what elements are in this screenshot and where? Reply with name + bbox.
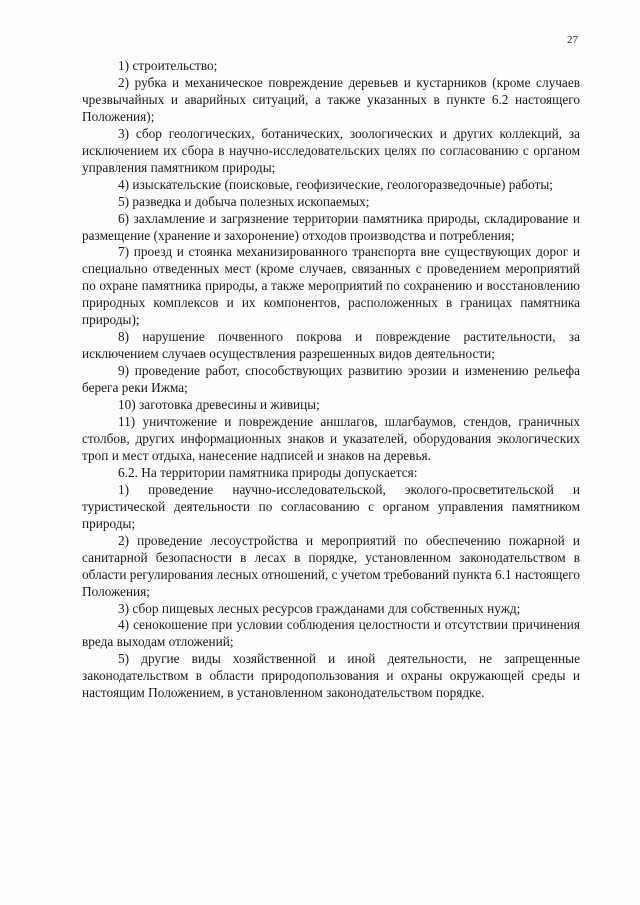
allowed-item-2-forestry: 2) проведение лесоустройства и мероприятий по обеспечению пожарной и санитарной безопасности в лесах в порядке, установленном законодательством в области регулирования лесных отношений, с учетом требований пункта 6.1 настоящего Положения; xyxy=(82,532,580,599)
list-item-4-surveying: 4) изыскательские (поисковые, геофизические, геологоразведочные) работы; xyxy=(118,176,553,192)
list-item-8-soil-damage: 8) нарушение почвенного покрова и повреждение растительности, за исключением случаев осуществления разрешенных видов деятельности; xyxy=(82,329,580,362)
document-body xyxy=(82,58,580,702)
list-item-5-mining: 5) разведка и добыча полезных ископаемых; xyxy=(118,193,370,209)
allowed-item-4-haymaking: 4) сенокошение при условии соблюдения целостности и отсутствии причинения вреда выходам отложений; xyxy=(82,617,580,650)
list-item-2-felling: 2) рубка и механическое повреждение деревьев и кустарников (кроме случаев чрезвычайных и аварийных ситуаций, а также указанных в пункте 6.2 настоящего Положения); xyxy=(82,74,580,124)
page-number: 27 xyxy=(567,34,578,46)
list-item-1-construction: 1) строительство; xyxy=(118,58,218,73)
list-item-6-littering: 6) захламление и загрязнение территории памятника природы, складирование и размещение (хранение и захоронение) отходов производства и потребления; xyxy=(82,210,580,243)
allowed-item-3-gathering: 3) сбор пищевых лесных ресурсов гражданами для собственных нужд; xyxy=(118,600,521,616)
allowed-item-1-research: 1) проведение научно-исследовательской, эколого-просветительской и туристической деятельности по согласованию с органом управления памятником природы; xyxy=(82,481,580,531)
list-item-10-timber: 10) заготовка древесины и живицы; xyxy=(118,397,320,413)
list-item-11-signs: 11) уничтожение и повреждение аншлагов, шлагбаумов, стендов, граничных столбов, других информационных знаков и указателей, оборудования экологических троп и мест отдыха, нанесение надписей и знаков на деревья. xyxy=(82,414,580,463)
list-item-3-collections: 3) сбор геологических, ботанических, зоологических и других коллекций, за исключением их сбора в научно-исследовательских целях по согласованию с органом управления памятником природы; xyxy=(82,125,580,175)
section-heading-6-2: 6.2. На территории памятника природы допускается: xyxy=(118,464,418,480)
list-item-7-vehicles: 7) проезд и стоянка механизированного транспорта вне существующих дорог и специально отведенных мест (кроме случаев, связанных с проведением мероприятий по охране памятника природы, а также мероприятий по сохранению и восстановлению природных комплексов и их компонентов, расположенных в границах памятника природы); xyxy=(82,244,580,328)
allowed-item-5-other: 5) другие виды хозяйственной и иной деятельности, не запрещенные законодательством в области природопользования и охраны окружающей среды и настоящим Положением, в установленном законодательством порядке. xyxy=(82,651,580,701)
list-item-9-erosion: 9) проведение работ, способствующих развитию эрозии и изменению рельефа берега реки Ижма; xyxy=(82,363,580,396)
